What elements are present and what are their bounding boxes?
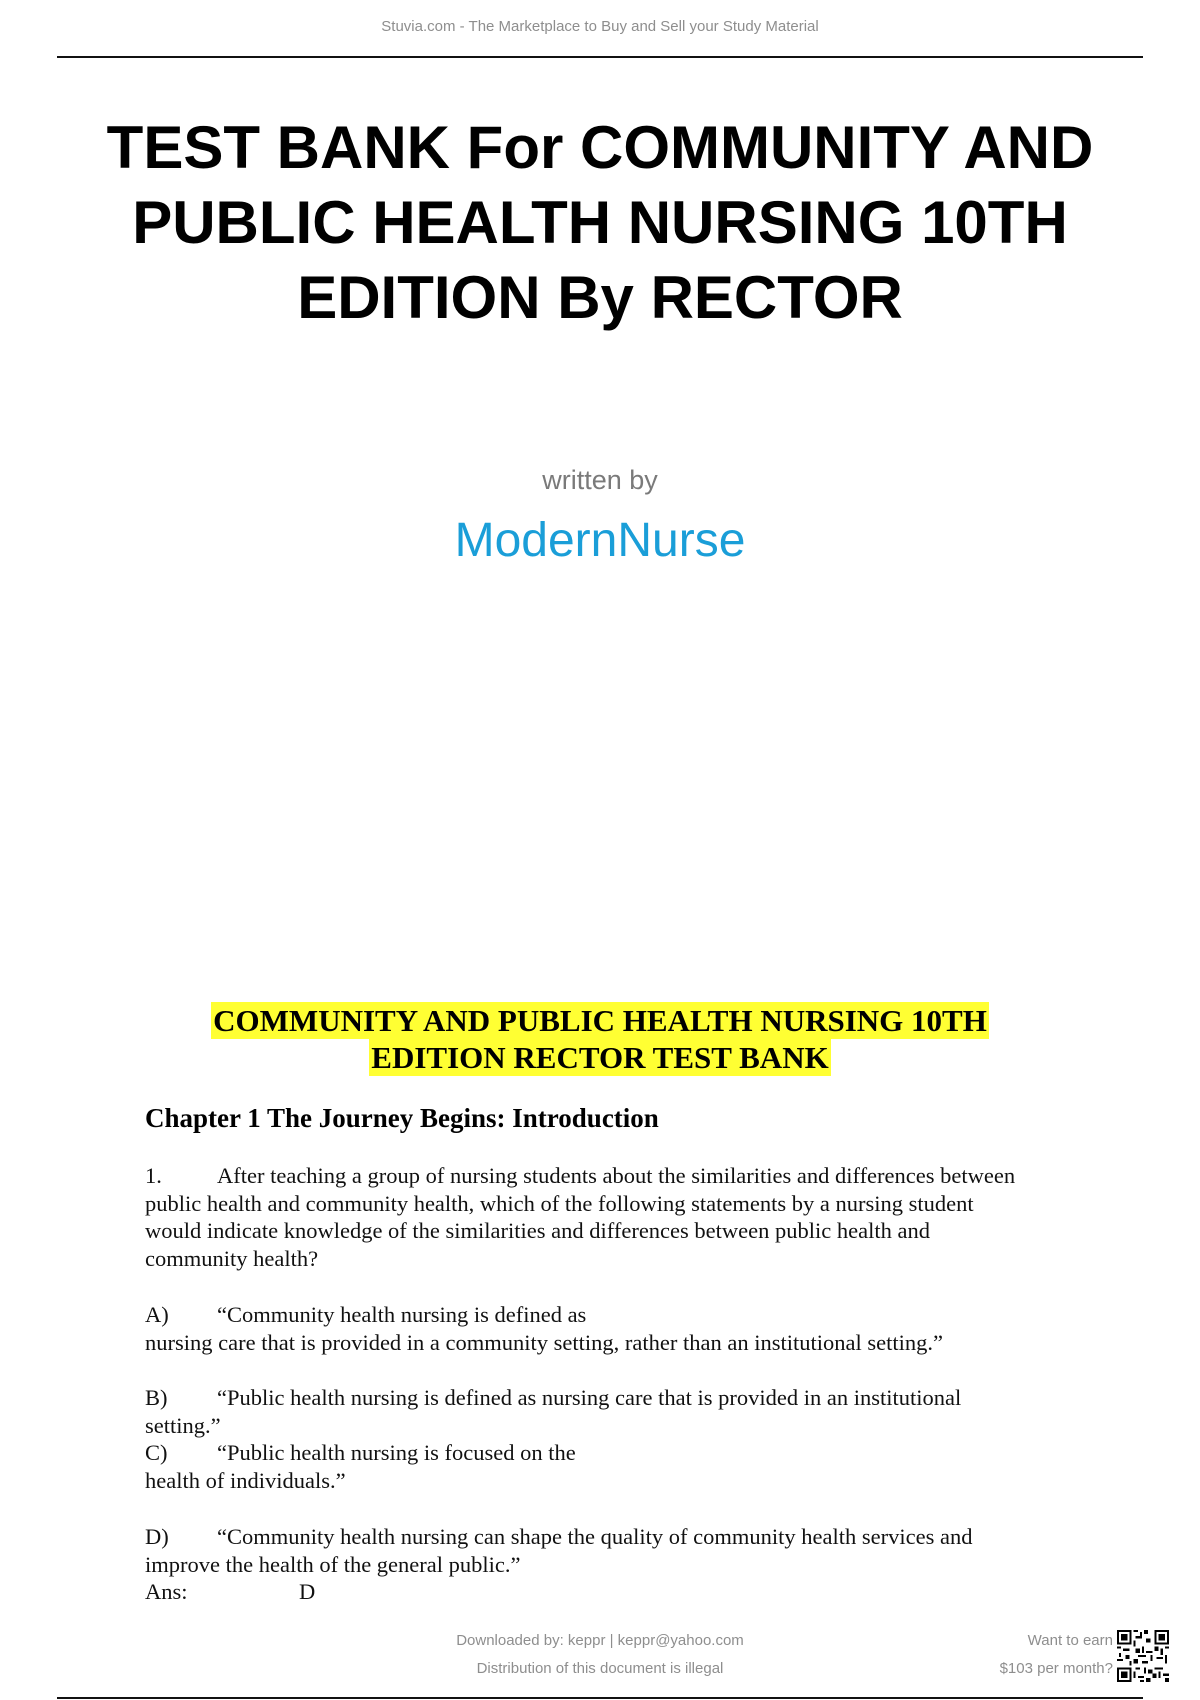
downloaded-by-note: Downloaded by: keppr | keppr@yahoo.com	[456, 1632, 744, 1649]
answer-option-a	[145, 1301, 1085, 1356]
option-label: A)	[145, 1302, 169, 1327]
option-text-line: “Public health nursing is focused on the	[217, 1440, 576, 1465]
option-text-line: “Public health nursing is defined as nursing care that is provided in an institutional	[217, 1385, 962, 1410]
option-text-line: nursing care that is provided in a community setting, rather than an institutional setting.”	[145, 1329, 943, 1355]
answer-key	[145, 1578, 1085, 1606]
question-stem	[145, 1162, 1085, 1272]
option-text-line: “Community health nursing can shape the quality of community health services and	[217, 1524, 973, 1549]
chapter-heading: Chapter 1 The Journey Begins: Introduction	[145, 1103, 659, 1133]
written-by-label: written by	[542, 465, 658, 495]
answer-option-d	[145, 1523, 1085, 1578]
answer-value: D	[299, 1579, 316, 1604]
section-heading	[0, 1002, 1200, 1076]
answer-label: Ans:	[145, 1579, 188, 1604]
earn-promo-line[interactable]: Want to earn	[1027, 1632, 1113, 1649]
distribution-notice: Distribution of this document is illegal	[476, 1660, 724, 1677]
header-note: Stuvia.com - The Marketplace to Buy and Sell your Study Material	[381, 18, 819, 35]
question-text-line: After teaching a group of nursing students about the similarities and differences between	[217, 1163, 1016, 1188]
title-line: TEST BANK For COMMUNITY AND	[106, 114, 1094, 181]
answer-option-c	[145, 1439, 1085, 1494]
answer-option-b	[145, 1384, 1085, 1439]
option-label: D)	[145, 1524, 169, 1549]
highlighted-heading-line: COMMUNITY AND PUBLIC HEALTH NURSING 10TH	[213, 1003, 987, 1038]
qr-code-icon[interactable]	[1117, 1630, 1169, 1682]
option-text-line: improve the health of the general public.”	[145, 1551, 521, 1577]
question-text-line: would indicate knowledge of the similarities and differences between public health and	[145, 1218, 930, 1243]
question-text-line: public health and community health, which of the following statements by a nursing student	[145, 1190, 974, 1216]
highlighted-heading-line: EDITION RECTOR TEST BANK	[371, 1040, 829, 1075]
document-title	[80, 110, 1120, 335]
question-number: 1.	[145, 1163, 162, 1188]
header-divider	[57, 56, 1143, 58]
footer-divider	[57, 1697, 1143, 1699]
option-text-line: health of individuals.”	[145, 1467, 346, 1493]
option-label: B)	[145, 1385, 168, 1410]
author-link[interactable]: ModernNurse	[454, 514, 746, 567]
title-line: EDITION By RECTOR	[297, 264, 903, 331]
option-text-line: setting.”	[145, 1412, 221, 1438]
title-line: PUBLIC HEALTH NURSING 10TH	[132, 189, 1068, 256]
option-text-line: “Community health nursing is defined as	[217, 1302, 587, 1327]
earn-promo-line[interactable]: $103 per month?	[999, 1660, 1113, 1677]
question-text-line: community health?	[145, 1245, 319, 1271]
option-label: C)	[145, 1440, 168, 1465]
